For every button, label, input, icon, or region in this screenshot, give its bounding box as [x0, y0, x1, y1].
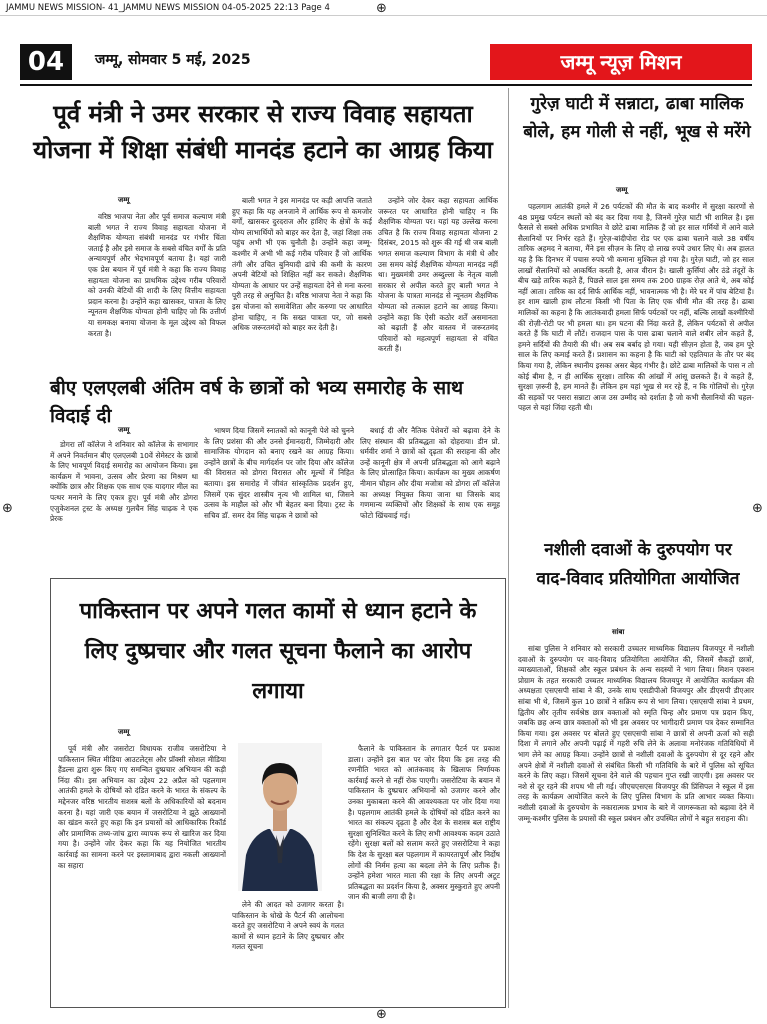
drugs-byline: सांबा — [612, 628, 625, 636]
drugs-body: सांबा पुलिस ने शनिवार को सरकारी उच्चतर माध्यमिक विद्यालय विजयपुर में नशीली दवाओं के दुरुपयोग पर वाद-विवाद प्रतियोगिता आयोजित की, जिसमें सैकड़ों छात्रों, व्याख्याताओं, शिक्षकों और स्कूल प्रबंधन के अन्य सदस्यों ने भाग लिया। मिशन एक्शन प्रोग्राम के तहत सरकारी उच्चतर माध्यमिक विद्यालय विजयपुर में आयोजित कार्यक्रम की अध्यक्षता एसएसपी सांबा ने की, उनके साथ एसडीपीओ विजयपुर और डीएसपी डीएआर सांबा भी थे, जिसमें कुल 10 छात्रों ने सक्रिय रूप से भाग लिया। एसएसपी सांबा ने प्रथम, द्वितीय और तृतीय सर्वश्रेष्ठ छात्र वक्ताओं को स्मृति चिन्ह और प्रमाण पत्र प्रदान किए, जबकि छह अन्य छात्र वक्ताओं को भी इस अवसर पर भागीदारी प्रमाण पत्र देकर सम्मानित किया गया। इस अवसर पर बोलते हुए एसएसपी सांबा ने छात्रों से अपनी ऊर्जा को सही दिशा में लगाने और अपनी पढ़ाई में गहरी रुचि लेने के अलावा मनोरंजक गतिविधियों में भाग लेने का आग्रह किया। उन्होंने छात्रों से नशीली दवाओं के दुरुपयोग से दूर रहने और अपने क्षेत्रों में नशीली दवाओं से संबंधित किसी भी गतिविधि के बारे में पुलिस को सूचित करने के लिए कहा। जिसमें सूचना देने वाले की पहचान गुप्त रखी जाएगी। इस अवसर पर नशे से दूर रहने की शपथ भी ली गई। जीएचएसएस विजयपुर की प्रिंसिपल ने स्कूल में इस तरह के कार्यक्रम आयोजित करने के लिए पुलिस विभाग के प्रति आभार व्यक्त किया। नशीली दवाओं के दुरुपयोग के नकारात्मक प्रभाव के बारे में जागरूकता को बढ़ावा देने में जम्मू-कश्मीर पुलिस के प्रयासों की स्कूल प्रबंधन और उपस्थित लोगों ने बहुत सराहना की। — [518, 644, 754, 823]
farewell-headline: बीए एलएलबी अंतिम वर्ष के छात्रों को भव्य समारोह के साथ विदाई दी — [50, 377, 464, 427]
registration-mark-icon: ⊕ — [376, 1, 387, 16]
pakistan-headline: पाकिस्तान पर अपने गलत कामों से ध्यान हटाने के लिए दुष्प्रचार और गलत सूचना फैलाने का आरोप लगाया — [79, 599, 477, 704]
registration-mark-icon: ⊕ — [752, 501, 763, 516]
lead-byline: जम्मू — [118, 196, 130, 204]
pakistan-column-1: पूर्व मंत्री और जसरोटा विधायक राजीव जसरोटिया ने पाकिस्तान स्थित मीडिया आउटलेट्स और प्रॉक्सी सोशल मीडिया हैंडल्स द्वारा शुरू किए गए समन्वित दुष्प्रचार अभियान की कड़ी निंदा की। इस अभियान का उद्देश्य 22 अप्रैल को पहलगाम आतंकी हमले के दोषियों को दंडित करने के भारत के संकल्प के मद्देनजर वरिष्ठ भारतीय सशस्त्र बलों के अधिकारियों को बदनाम करना है। यहां जारी एक बयान में जसरोटिया ने झूठे आख्यानों का खंडन करते हुए कहा कि इन प्रयासों को आधिकारिक रिकॉर्ड और प्रामाणिक तथ्य-जांच द्वारा व्यापक रूप से खारिज कर दिया गया है। उन्होंने जोर देकर कहा कि यह नियोजित भारतीय कार्रवाई का सामना करने पर इस्लामाबाद द्वारा नकली आख्यानों का सहारा — [58, 744, 226, 870]
pakistan-byline: जम्मू — [118, 728, 130, 736]
page-number: 04 — [20, 44, 72, 80]
lead-column-1: वरिष्ठ भाजपा नेता और पूर्व समाज कल्याण मंत्री बाली भगत ने राज्य विवाह सहायता योजना में शैक्षणिक योग्यता संबंधी मानदंड पर गंभीर चिंता जताई है और इसे समाज के सबसे वंचित वर्गों के प्रति अन्यायपूर्ण और भेदभावपूर्ण बताया है। यहां जारी एक प्रेस बयान में पूर्व मंत्री ने कहा कि राज्य विवाह सहायता योजना का प्राथमिक उद्देश्य गरीब परिवारों को उनकी बेटियों की शादी के लिए वित्तीय सहायता प्रदान करना है। उन्होंने कहा खासकर, पात्रता के लिए न्यूनतम शैक्षणिक योग्यता होनी चाहिए जो कि उत्तीर्ण या समकक्ष बनाया योजना के मूल उद्देश्य को विफल करता है। — [88, 212, 226, 338]
masthead: जम्मू न्यूज़ मिशन — [490, 44, 752, 80]
gurez-byline: जम्मू — [616, 186, 628, 194]
print-slug: JAMMU NEWS MISSION- 41_JAMMU NEWS MISSION 04-05-2025 22:13 Page 4 — [0, 0, 767, 16]
dateline: जम्मू, सोमवार 5 मई, 2025 — [95, 52, 251, 68]
farewell-column-3: बधाई दी और नैतिक पेशेवरों को बढ़ावा देने के लिए संस्थान की प्रतिबद्धता को दोहराया। डीन प्रो. धर्मवीर शर्मा ने छात्रों को दृढ़ता की सराहना की और उन्हें कानूनी क्षेत्र में अपनी प्रतिबद्धता को आगे बढ़ाने के लिए प्रोत्साहित किया। कार्यक्रम का मुख्य आकर्षण नीमान चौहान और दीया मजोत्रा को डोगरा लॉ कॉलेज का अध्यक्ष नियुक्त किया जाना था जिसके बाद गणमान्य व्यक्तियों और शिक्षकों के साथ एक समूह फोटो खिंचवाई गई। — [360, 426, 500, 520]
farewell-column-2: भाषण दिया जिसमें स्नातकों को कानूनी पेशे को चुनने के लिए प्रशंसा की और उनसे ईमानदारी, जिम्मेदारी और सामाजिक योगदान को बनाए रखने का आग्रह किया। उन्होंने छात्रों के बीच मार्गदर्शन पर जोर दिया और कॉलेज की विरासत को डोगरा विरासत और मूल्यों में निहित बताया। इस समारोह में जीवंत सांस्कृतिक प्रदर्शन हुए, जिसमें एक सुंदर शास्त्रीय नृत्य भी शामिल था, जिसने उत्सव के माहौल को और भी बेहतर बना दिया। ट्रस्ट के सचिव डॉ. समर देव सिंह चाढ़क ने छात्रों को — [204, 426, 354, 520]
pakistan-column-3: फैलाने के पाकिस्तान के लगातार पैटर्न पर प्रकाश डाला। उन्होंने इस बात पर जोर दिया कि इस तरह की रणनीति भारत को आतंकवाद के खिलाफ निर्णायक कार्रवाई करने से नहीं रोक पाएगी। जसरोटिया के बयान में पाकिस्तान के दुष्प्रचार अभियानों को उजागर करने और उनका मुकाबला करने की आवश्यकता पर जोर दिया गया है। पहलगाम आतंकी हमले के दोषियों को दंडित करने का भारत का संकल्प दृढ़ता है और देश के सशस्त्र बल राष्ट्रीय सुरक्षा सुनिश्चित करने के लिए सभी आवश्यक कदम उठाते रहेंगे। सुरक्षा बलों को सलाम करते हुए जसरोटिया ने कहा कि देश के सुरक्षा बल पहलगाम में कायरतापूर्ण और निर्दोष लोगों की निर्मम हत्या का बदला लेने के लिए प्रतीक हैं। उन्होंने हमेशा भारत माता की रक्षा के लिए अपनी अटूट प्रतिबद्धता का प्रदर्शन किया है, अक्सर मुस्कुराते हुए अपनी जान की बाजी लगा दी है। — [348, 744, 500, 902]
registration-mark-icon: ⊕ — [2, 501, 13, 516]
registration-mark-icon: ⊕ — [376, 1007, 387, 1022]
drugs-headline: नशीली दवाओं के दुरुपयोग पर वाद-विवाद प्रतियोगिता आयोजित — [536, 540, 740, 589]
column-divider — [508, 88, 509, 1008]
gurez-headline: गुरेज़ घाटी में सन्नाटा, ढाबा मालिक बोले, हम गोली से नहीं, भूख से मरेंगे — [523, 94, 751, 142]
portrait-image — [238, 743, 322, 891]
pakistan-column-2: लेने की आदत को उजागर करता है। पाकिस्तान के धोखे के पैटर्न की आलोचना करते हुए जसरोटिया ने अपने स्वयं के गलत कामों से ध्यान हटाने के लिए दुष्प्रचार और गलत सूचना — [232, 900, 344, 952]
farewell-byline: जम्मू — [118, 426, 130, 434]
politician-photo — [238, 743, 322, 891]
lead-column-3: उन्होंने जोर देकर कहा सहायता आर्थिक जरूरत पर आधारित होनी चाहिए न कि शैक्षणिक योग्यता पर। यहां यह उल्लेख करना उचित है कि राज्य विवाह सहायता योजना 2 दिसंबर, 2015 को शुरू की गई थी जब बाली भगत समाज कल्याण विभाग के मंत्री थे और उस समय कोई शैक्षणिक योग्यता मानदंड नहीं था। मुख्यमंत्री उमर अब्दुल्ला के नेतृत्व वाली सरकार से अपील करते हुए बाली भगत ने योजना के पात्रता मानदंड से न्यूनतम शैक्षणिक योग्यता को तत्काल हटाने का आग्रह किया। उन्होंने कहा कि ऐसी कठोर शर्तें असमानता को बढ़ाती हैं और वास्तव में जरूरतमंद परिवारों को महत्वपूर्ण सहायता से वंचित करती हैं। — [378, 196, 498, 354]
lead-column-2: बाली भगत ने इस मानदंड पर कड़ी आपत्ति जताते हुए कहा कि यह अनजाने में आर्थिक रूप से कमजोर वर्गों, खासकर दुरदराज और हाशिए के क्षेत्रों के कई योग्य लाभार्थियों को बाहर कर देता है, जहां शिक्षा तक पहुंच अभी भी एक चुनौती है। उन्होंने कहा जम्मू-कश्मीर में अभी भी कई गरीब परिवार हैं जो आर्थिक तंगी और उचित बुनियादी ढांचे की कमी के कारण अपनी बेटियों को शिक्षित नहीं कर सकते। शैक्षणिक योग्यता के आधार पर उन्हें सहायता देने से मना करना पूरी तरह से अनुचित है। वरिष्ठ भाजपा नेता ने कहा कि इस योजना को समावेशिता और करुणा पर आधारित होना चाहिए, न कि सख्त पात्रता पर, जो सबसे अधिक जरूरतमंदों को बाहर कर देती है। — [232, 196, 372, 333]
header-rule — [20, 84, 752, 86]
farewell-column-1: डोगरा लॉ कॉलेज ने शनिवार को कॉलेज के सभागार में अपने निवर्तमान बीए एलएलबी 10वें सेमेस्टर के छात्रों के लिए भावपूर्ण विदाई समारोह का आयोजन किया। इस कार्यक्रम में भावना, उत्सव और प्रेरणा का मिश्रण था क्योंकि छात्र और शिक्षक एक साथ एक यादगार मील का पत्थर मनाने के लिए एकत्र हुए। पूर्व मंत्री और डोगरा एजुकेशनल ट्रस्ट के अध्यक्ष गुलचैन सिंह चाढ़क ने एक प्रेरक — [50, 440, 198, 524]
gurez-body: पहलगाम आतंकी हमले में 26 पर्यटकों की मौत के बाद कश्मीर में सुरक्षा कारणों से 48 प्रमुख पर्यटन स्थलों को बंद कर दिया गया है, जिनमें गुरेज़ घाटी भी शामिल है। इस फैसले से सबसे अधिक प्रभावित वे छोटे ढाबा मालिक हैं जो हर साल गर्मियों में आने वाले सैलानियों पर निर्भर रहते हैं। गुरेज़-बांदीपोरा रोड पर एक ढाबा चलाने वाले 38 वर्षीय तारिक अहमद ने बताया, मैंने इस सीज़न के लिए दो लाख रुपये उधार लिए थे। अब हालत यह है कि दिनभर में पचास रुपये भी कमाना मुश्किल हो गया है। गुरेज़ घाटी, जो हर साल लाखों सैलानियों को आकर्षित करती है, आज वीरान है। खाली कुर्सियां और ठंडे तंदूरों के बीच खड़े तारिक कहते हैं, पिछले साल इस समय तक 200 ग्राहक रोज़ आते थे, अब कोई नहीं आता। तारिक का दर्द सिर्फ आर्थिक नहीं, भावनात्मक भी है। मेरे घर में पांच बेटियां हैं। हर शाम खाली हाथ लौटना किसी भी पिता के लिए एक धीमी मौत की तरह है। ढाबा मालिकों का कहना है कि आतंकवादी हमला सिर्फ पर्यटकों पर नहीं, बल्कि लाखों कश्मीरियों की रोज़ी-रोटी पर भी हमला था। हम घटना की निंदा करते हैं, लेकिन पर्यटकों से अपील करते हैं कि घाटी में लौटें। राजदान पास के पास ढाबा चलाने वाले शबीर लोन कहते हैं, हमने सर्दियों की तैयारी की थी। अब सब बर्बाद हो गया। यही सीज़न होता है, जब हम पूरे साल के लिए कमाई करते हैं। प्रशासन का कहना है कि घाटी को एहतियात के तौर पर बंद किया गया है, लेकिन स्थानीय इसका असर बेहद गंभीर है। छोटे ढाबा मालिकों के पास न तो कोई बीमा है, न ही आर्थिक सुरक्षा। तारिक की आंखों में आंसू छलकते हैं। वे कहते हैं, सुरक्षा ज़रूरी है, हम मानते हैं। लेकिन हम यहां भूख से मर रहे हैं, न कि गोलियों से। गुरेज़ की सड़कों पर पसरा सन्नाटा आज उस उम्मीद को दर्शाता है जो कभी सैलानियों की चहल-पहल से यहां जिंदा रहती थी। — [518, 202, 754, 413]
lead-headline: पूर्व मंत्री ने उमर सरकार से राज्य विवाह सहायता योजना में शिक्षा संबंधी मानदंड हटाने का आग्रह किया — [33, 100, 493, 164]
